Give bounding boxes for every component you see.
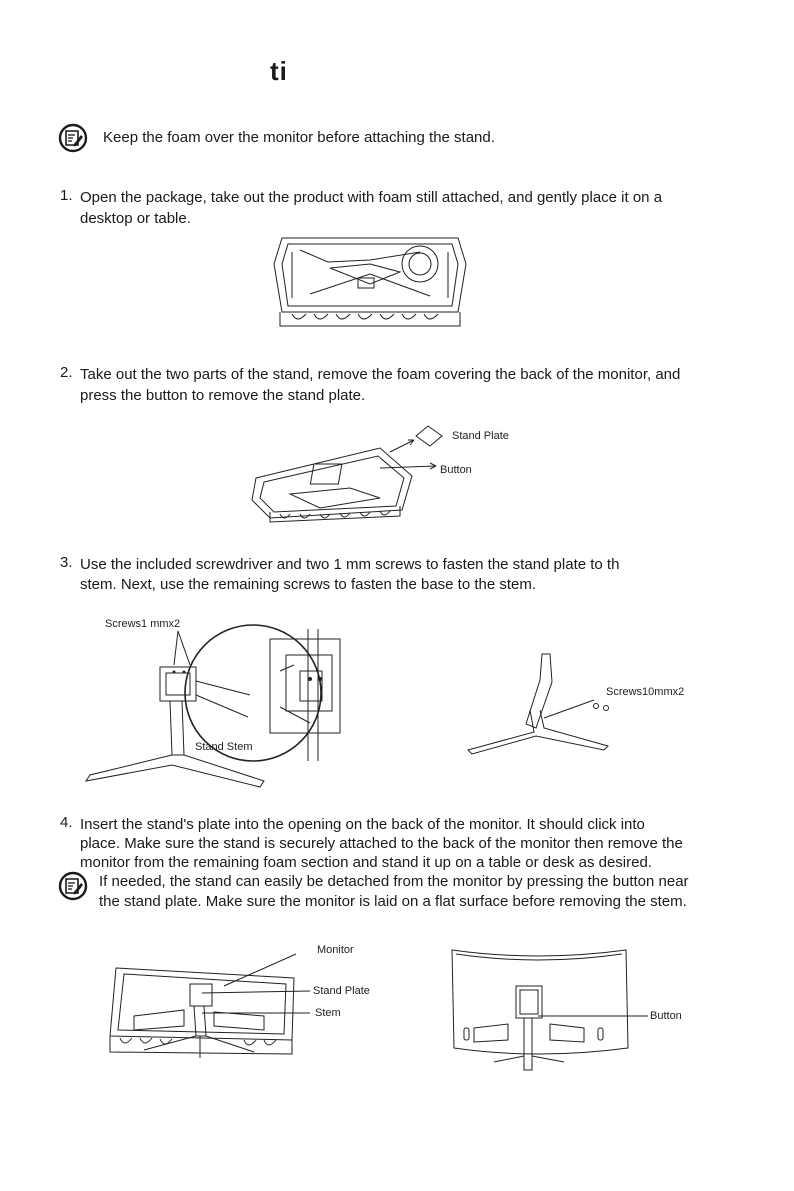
label-stand-stem: Stand Stem (195, 741, 253, 753)
step-3-line-2: stem. Next, use the remaining screws to fasten the base to the stem. (80, 576, 537, 593)
note-icon (58, 871, 88, 901)
label-screws-a: Screws1 mmx2 (105, 618, 181, 630)
label-stand-plate-4: Stand Plate (313, 985, 370, 997)
step-4-line-1: Insert the stand's plate into the opening on the back of the monitor. It should click into (80, 816, 645, 833)
figure-monitor-standing (448, 944, 638, 1074)
label-stem: Stem (315, 1007, 341, 1019)
figure-stand-stem-assembly (80, 615, 380, 795)
step-4-line-3: monitor from the remaining foam section and stand it up on a table or desk as desired. (80, 854, 652, 871)
note-text-2-line-1: If needed, the stand can easily be detached from the monitor by pressing the button near (99, 873, 689, 890)
step-2-line-1: Take out the two parts of the stand, remove the foam covering the back of the monitor, and (80, 366, 681, 383)
page-title: ti (270, 56, 288, 86)
label-stand-plate-2: Stand Plate (452, 430, 509, 442)
label-screws-b: Screws10mmx2 (606, 686, 685, 698)
leader-lines-4a (200, 985, 320, 1025)
step-3-line-1: Use the included screwdriver and two 1 mm screws to fasten the stand plate to th (80, 556, 620, 573)
step-3-number: 3. (60, 554, 73, 571)
step-4-number: 4. (60, 814, 73, 831)
step-1-line-2: desktop or table. (80, 210, 191, 227)
note-text-1: Keep the foam over the monitor before attaching the stand. (103, 129, 495, 146)
label-button-2: Button (440, 464, 472, 476)
note-icon (58, 123, 88, 153)
figure-base-to-stem (464, 650, 614, 760)
step-2-line-2: press the button to remove the stand plate. (80, 387, 366, 404)
step-2-number: 2. (60, 364, 73, 381)
label-button-4: Button (650, 1010, 682, 1022)
label-monitor: Monitor (317, 944, 354, 956)
step-1-number: 1. (60, 187, 73, 204)
step-4-line-2: place. Make sure the stand is securely attached to the back of the monitor then remove the (80, 835, 683, 852)
step-1-line-1: Open the package, take out the product with foam still attached, and gently place it on a (80, 189, 663, 206)
note-text-2-line-2: the stand plate. Make sure the monitor is laid on a flat surface before removing the stem. (99, 893, 687, 910)
figure-remove-stand-plate (230, 418, 430, 528)
figure-monitor-in-foam (270, 234, 470, 330)
